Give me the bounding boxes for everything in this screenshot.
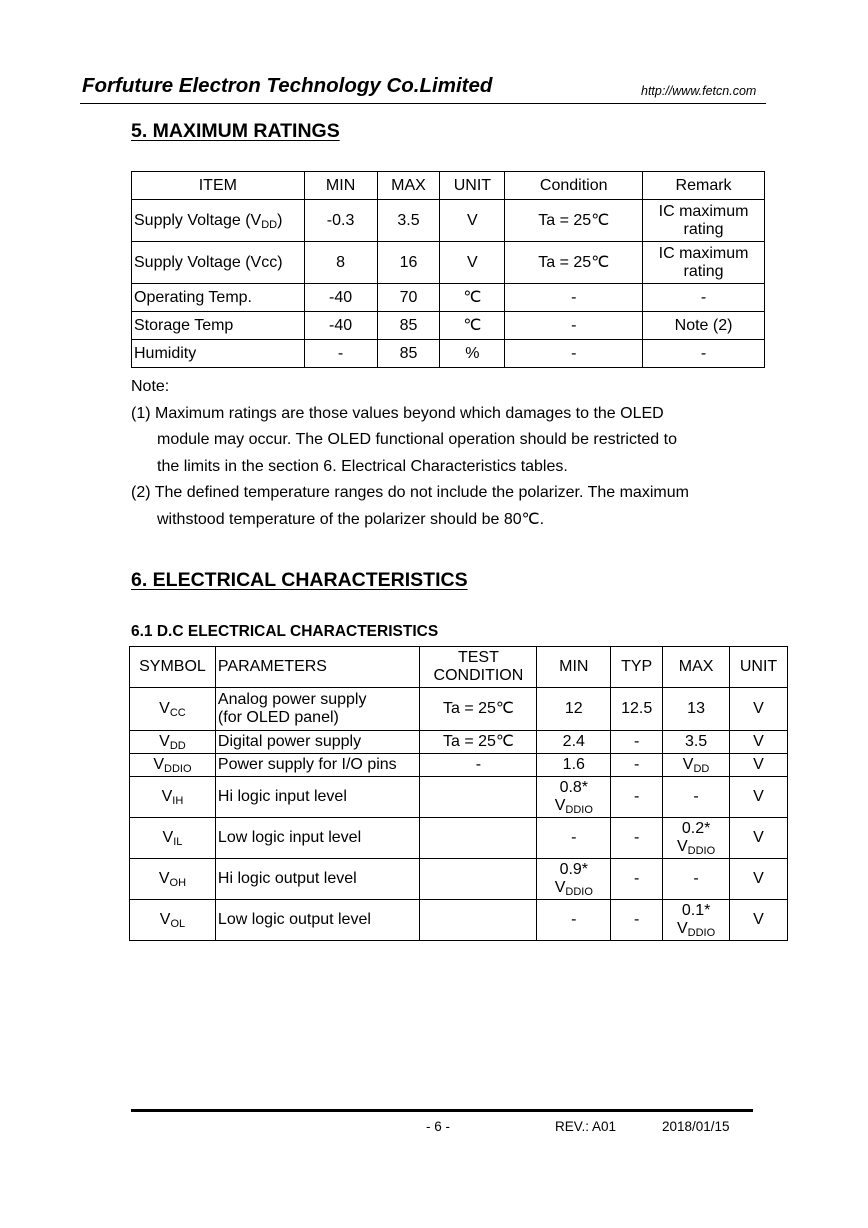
note-1-line: (1) Maximum ratings are those values beyond which damages to the OLED xyxy=(131,404,664,422)
table-row xyxy=(132,284,765,312)
unit-cell: V xyxy=(440,200,505,242)
unit-cell: V xyxy=(440,242,505,284)
item-cell: Operating Temp. xyxy=(132,284,305,312)
note-2-line: (2) The defined temperature ranges do not include the polarizer. The maximum xyxy=(131,484,689,501)
header-cell: MIN xyxy=(304,172,377,200)
table-header-row xyxy=(130,647,788,688)
symbol-cell: $V_{IH}$ xyxy=(130,777,216,818)
section-title-electrical: 6. ELECTRICAL CHARACTERISTICS xyxy=(131,569,468,591)
unit-cell: V xyxy=(730,818,788,859)
typ-cell: - xyxy=(611,777,663,818)
header-cell: TEST CONDITION xyxy=(420,647,537,688)
unit-cell: V xyxy=(730,754,788,777)
header-cell: UNIT xyxy=(440,172,505,200)
company-url[interactable]: http://www.fetcn.com xyxy=(641,84,757,98)
min-cell: 2.4 xyxy=(537,731,611,754)
min-cell: 1.6 xyxy=(537,754,611,777)
header-cell: Remark xyxy=(643,172,765,200)
parameter-cell: Low logic output level xyxy=(215,900,420,941)
max-cell: 0.2* $V_{DDIO}$ xyxy=(663,818,730,859)
table-row xyxy=(130,688,788,731)
footer-rule xyxy=(131,1109,753,1112)
condition-cell: - xyxy=(505,284,643,312)
unit-cell: V xyxy=(730,688,788,731)
max-ratings-table xyxy=(131,171,765,368)
unit-cell: V xyxy=(730,777,788,818)
unit-cell: ℃ xyxy=(440,312,505,340)
table-header-row xyxy=(132,172,765,200)
table-row xyxy=(130,777,788,818)
max-cell: 0.1* $V_{DDIO}$ xyxy=(663,900,730,941)
subsection-title-dc: 6.1 D.C ELECTRICAL CHARACTERISTICS xyxy=(131,623,439,640)
revision-date: 2018/01/15 xyxy=(662,1119,730,1134)
header-cell: MAX xyxy=(663,647,730,688)
condition-cell: Ta = 25℃ xyxy=(420,688,537,731)
condition-cell: Ta = 25℃ xyxy=(420,731,537,754)
header-cell: TYP xyxy=(611,647,663,688)
note-2-line: withstood temperature of the polarizer should be 80℃. xyxy=(157,510,545,528)
revision-label: REV.: A01 xyxy=(555,1119,617,1134)
parameter-cell: Low logic input level xyxy=(215,818,420,859)
condition-cell: Ta = 25℃ xyxy=(505,200,643,242)
item-cell: Supply Voltage (Vcc) xyxy=(132,242,305,284)
symbol-cell: $V_{IL}$ xyxy=(130,818,216,859)
header-cell: MIN xyxy=(537,647,611,688)
unit-cell: % xyxy=(440,340,505,368)
max-cell: 16 xyxy=(377,242,440,284)
typ-cell: - xyxy=(611,900,663,941)
remark-cell: IC maximum rating xyxy=(643,200,765,242)
max-cell: 3.5 xyxy=(663,731,730,754)
condition-cell: Ta = 25℃ xyxy=(505,242,643,284)
note-1-line: the limits in the section 6. Electrical Characteristics tables. xyxy=(157,457,568,475)
min-cell: 8 xyxy=(304,242,377,284)
symbol-cell: $V_{OH}$ xyxy=(130,859,216,900)
condition-cell xyxy=(420,777,537,818)
condition-cell xyxy=(420,818,537,859)
unit-cell: V xyxy=(730,731,788,754)
table-row xyxy=(130,731,788,754)
max-cell: 3.5 xyxy=(377,200,440,242)
remark-cell: Note (2) xyxy=(643,312,765,340)
header-cell: PARAMETERS xyxy=(215,647,420,688)
max-cell: 85 xyxy=(377,312,440,340)
min-cell: -40 xyxy=(304,284,377,312)
parameter-cell: Hi logic output level xyxy=(215,859,420,900)
symbol-cell: $V_{DDIO}$ xyxy=(130,754,216,777)
min-cell: -40 xyxy=(304,312,377,340)
parameter-cell: Hi logic input level xyxy=(215,777,420,818)
max-cell: 70 xyxy=(377,284,440,312)
table-row xyxy=(132,312,765,340)
item-cell: Storage Temp xyxy=(132,312,305,340)
min-cell: 12 xyxy=(537,688,611,731)
page-number: - 6 - xyxy=(426,1119,451,1134)
max-cell: 13 xyxy=(663,688,730,731)
header-cell: UNIT xyxy=(730,647,788,688)
unit-cell: ℃ xyxy=(440,284,505,312)
max-cell: - xyxy=(663,859,730,900)
unit-cell: V xyxy=(730,859,788,900)
remark-cell: - xyxy=(643,284,765,312)
header-cell: MAX xyxy=(377,172,440,200)
company-name: Forfuture Electron Technology Co.Limited xyxy=(82,74,493,97)
parameter-cell: Digital power supply xyxy=(215,731,420,754)
min-cell: - xyxy=(537,900,611,941)
typ-cell: - xyxy=(611,818,663,859)
note-1-line: module may occur. The OLED functional operation should be restricted to xyxy=(157,431,677,448)
condition-cell xyxy=(420,900,537,941)
item-cell: Supply Voltage $(V_{DD})$ xyxy=(132,200,305,242)
min-cell: 0.9* $V_{DDIO}$ xyxy=(537,859,611,900)
table-row xyxy=(132,340,765,368)
remark-cell: IC maximum rating xyxy=(643,242,765,284)
parameter-cell: Analog power supply (for OLED panel) xyxy=(215,688,420,731)
table-row xyxy=(130,859,788,900)
header-cell: Condition xyxy=(505,172,643,200)
condition-cell xyxy=(420,859,537,900)
header-cell: ITEM xyxy=(132,172,305,200)
table-row xyxy=(130,900,788,941)
max-cell: $V_{DD}$ xyxy=(663,754,730,777)
typ-cell: - xyxy=(611,859,663,900)
symbol-cell: $V_{DD}$ xyxy=(130,731,216,754)
min-cell: -0.3 xyxy=(304,200,377,242)
parameter-cell: Power supply for I/O pins xyxy=(215,754,420,777)
symbol-cell: $V_{CC}$ xyxy=(130,688,216,731)
table-row xyxy=(132,200,765,242)
min-cell: 0.8* $V_{DDIO}$ xyxy=(537,777,611,818)
header-rule xyxy=(80,103,766,104)
condition-cell: - xyxy=(420,754,537,777)
condition-cell: - xyxy=(505,340,643,368)
max-cell: - xyxy=(663,777,730,818)
typ-cell: 12.5 xyxy=(611,688,663,731)
max-cell: 85 xyxy=(377,340,440,368)
unit-cell: V xyxy=(730,900,788,941)
min-cell: - xyxy=(537,818,611,859)
typ-cell: - xyxy=(611,754,663,777)
min-cell: - xyxy=(304,340,377,368)
item-cell: Humidity xyxy=(132,340,305,368)
header-cell: SYMBOL xyxy=(130,647,216,688)
table-row xyxy=(132,242,765,284)
section-title-max-ratings: 5. MAXIMUM RATINGS xyxy=(131,120,340,142)
notes-block xyxy=(131,374,689,533)
note-label: Note: xyxy=(131,378,170,395)
table-row xyxy=(130,818,788,859)
condition-cell: - xyxy=(505,312,643,340)
dc-characteristics-table xyxy=(129,646,788,941)
remark-cell: - xyxy=(643,340,765,368)
symbol-cell: $V_{OL}$ xyxy=(130,900,216,941)
table-row xyxy=(130,754,788,777)
typ-cell: - xyxy=(611,731,663,754)
